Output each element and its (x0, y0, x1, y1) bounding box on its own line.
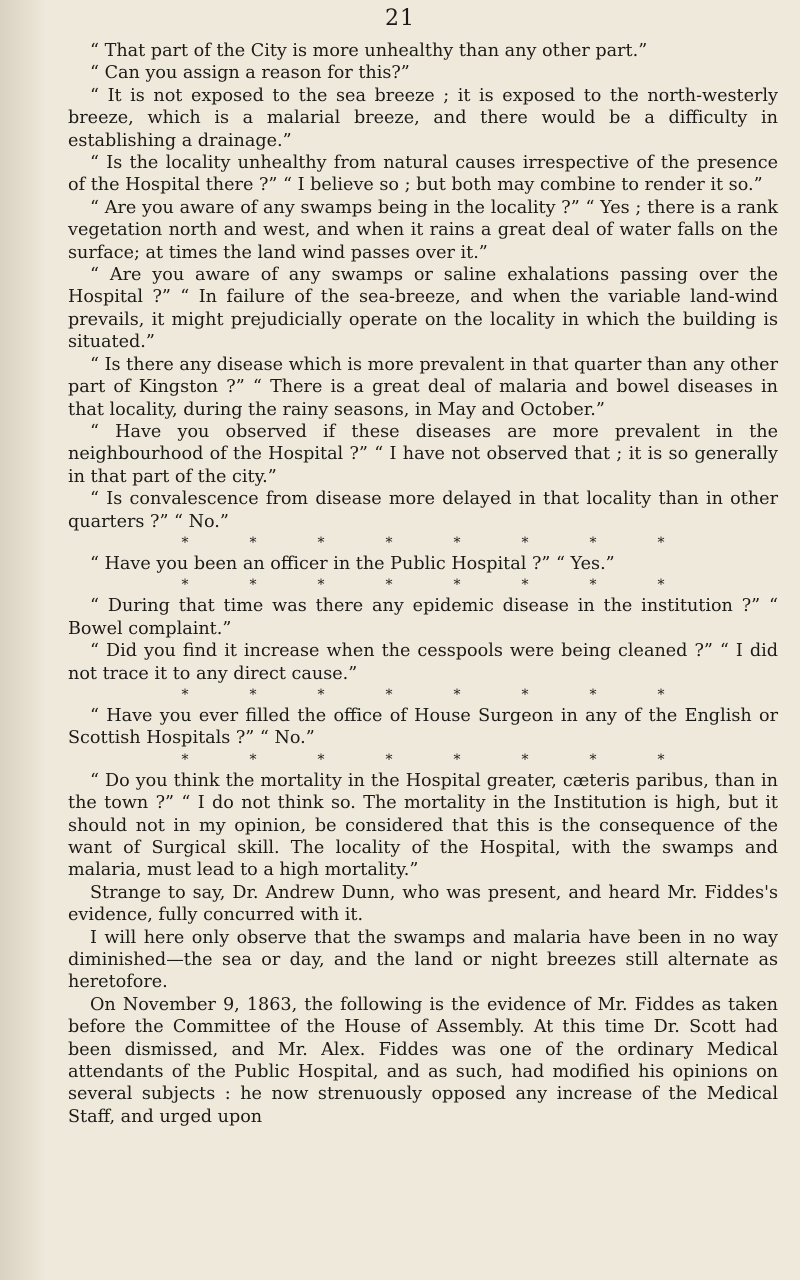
asterisk: * (249, 577, 257, 594)
asterisk: * (589, 751, 597, 768)
paragraph: On November 9, 1863, the following is the evidence of Mr. Fiddes as taken before the Committee of the House of Assembly. At this time Dr. Scott had been dismissed, and Mr. Alex. Fiddes was one of the ordinary Medical attendants of the Public Hospital, and as such, had modified his opinions on several subjects : he now strenuously opposed any increase of the Medical Staff, and urged upon (68, 994, 778, 1127)
paragraph: “ Is there any disease which is more prevalent in that quarter than any other part of Kingston ?” “ There is a great deal of malaria and bowel diseases in that locality, during the rainy seasons, in May and October.” (68, 354, 778, 420)
asterisk: * (249, 751, 257, 768)
paragraph: I will here only observe that the swamps and malaria have been in no way diminished—the sea or day, and the land or night breezes still alternate as heretofore. (68, 927, 778, 993)
page-number: 21 (385, 6, 415, 31)
asterisk: * (657, 686, 665, 703)
asterisk: * (521, 577, 529, 594)
paragraph: “ Are you aware of any swamps or saline exhalations passing over the Hospital ?” “ In failure of the sea-breeze, and when the variable land-wind prevails, it might prejudicially operate on the locality in which the building is situated.” (68, 265, 778, 353)
asterisk: * (657, 577, 665, 594)
paragraph: “ Have you been an officer in the Public Hospital ?” “ Yes.” (90, 553, 615, 574)
body-text (68, 40, 778, 1128)
asterisk: * (453, 577, 461, 594)
asterisk: * (181, 686, 189, 703)
asterisk: * (453, 751, 461, 768)
asterisk: * (249, 686, 257, 703)
paragraph: “ During that time was there any epidemic disease in the institution ?” “ Bowel complaint.” (68, 596, 778, 639)
asterisk: * (317, 686, 325, 703)
asterisk: * (589, 577, 597, 594)
asterisk: * (385, 534, 393, 551)
asterisk: * (453, 686, 461, 703)
paragraph: “ Do you think the mortality in the Hospital greater, cæteris paribus, than in the town ?” “ I do not think so. The mortality in the Institution is high, but it should not in my opinion, be considered that this is the consequence of the want of Surgical skill. The locality of the Hospital, with the swamps and malaria, must lead to a high mortality.” (68, 770, 778, 881)
asterisk: * (181, 751, 189, 768)
paragraph: “ Have you observed if these diseases are more prevalent in the neighbourhood of the Hospital ?” “ I have not observed that ; it is so generally in that part of the city.” (68, 421, 778, 487)
paragraph: “ It is not exposed to the sea breeze ; it is exposed to the north-westerly breeze, which is a malarial breeze, and there would be a difficulty in establishing a drainage.” (68, 85, 778, 151)
asterisk: * (657, 751, 665, 768)
asterisk: * (521, 686, 529, 703)
asterisk: * (589, 534, 597, 551)
asterisk: * (181, 534, 189, 551)
asterisk: * (521, 534, 529, 551)
asterisk: * (317, 577, 325, 594)
paragraph: “ Did you find it increase when the cesspools were being cleaned ?” “ I did not trace it to any direct cause.” (68, 641, 778, 684)
asterisk: * (453, 534, 461, 551)
asterisk-separator (68, 686, 778, 704)
asterisk: * (521, 751, 529, 768)
asterisk: * (385, 751, 393, 768)
asterisk: * (385, 686, 393, 703)
paragraph: “ Is convalescence from disease more delayed in that locality than in other quarters ?” “ No.” (68, 489, 778, 532)
asterisk-separator (68, 534, 778, 552)
asterisk: * (385, 577, 393, 594)
asterisk: * (317, 534, 325, 551)
paragraph: “ Can you assign a reason for this?” (90, 63, 410, 84)
asterisk: * (589, 686, 597, 703)
paragraph: “ That part of the City is more unhealthy than any other part.” (90, 41, 648, 61)
paragraph: “ Are you aware of any swamps being in the locality ?” “ Yes ; there is a rank vegetation north and west, and when it rains a great deal of water falls on the surface; at times the land wind passes over it.” (68, 197, 778, 263)
asterisk: * (317, 751, 325, 768)
asterisk: * (657, 534, 665, 551)
paragraph: Strange to say, Dr. Andrew Dunn, who was present, and heard Mr. Fiddes's evidence, fully concurred with it. (68, 882, 778, 926)
asterisk: * (249, 534, 257, 551)
asterisk-separator (68, 751, 778, 769)
paragraph: “ Is the locality unhealthy from natural causes irrespective of the presence of the Hospital there ?” “ I believe so ; but both may combine to render it so.” (68, 153, 778, 196)
paragraph: “ Have you ever filled the office of House Surgeon in any of the English or Scottish Hospitals ?” “ No.” (68, 705, 778, 749)
asterisk-separator (68, 576, 778, 594)
asterisk: * (181, 577, 189, 594)
page-spine-shadow (0, 0, 46, 1280)
